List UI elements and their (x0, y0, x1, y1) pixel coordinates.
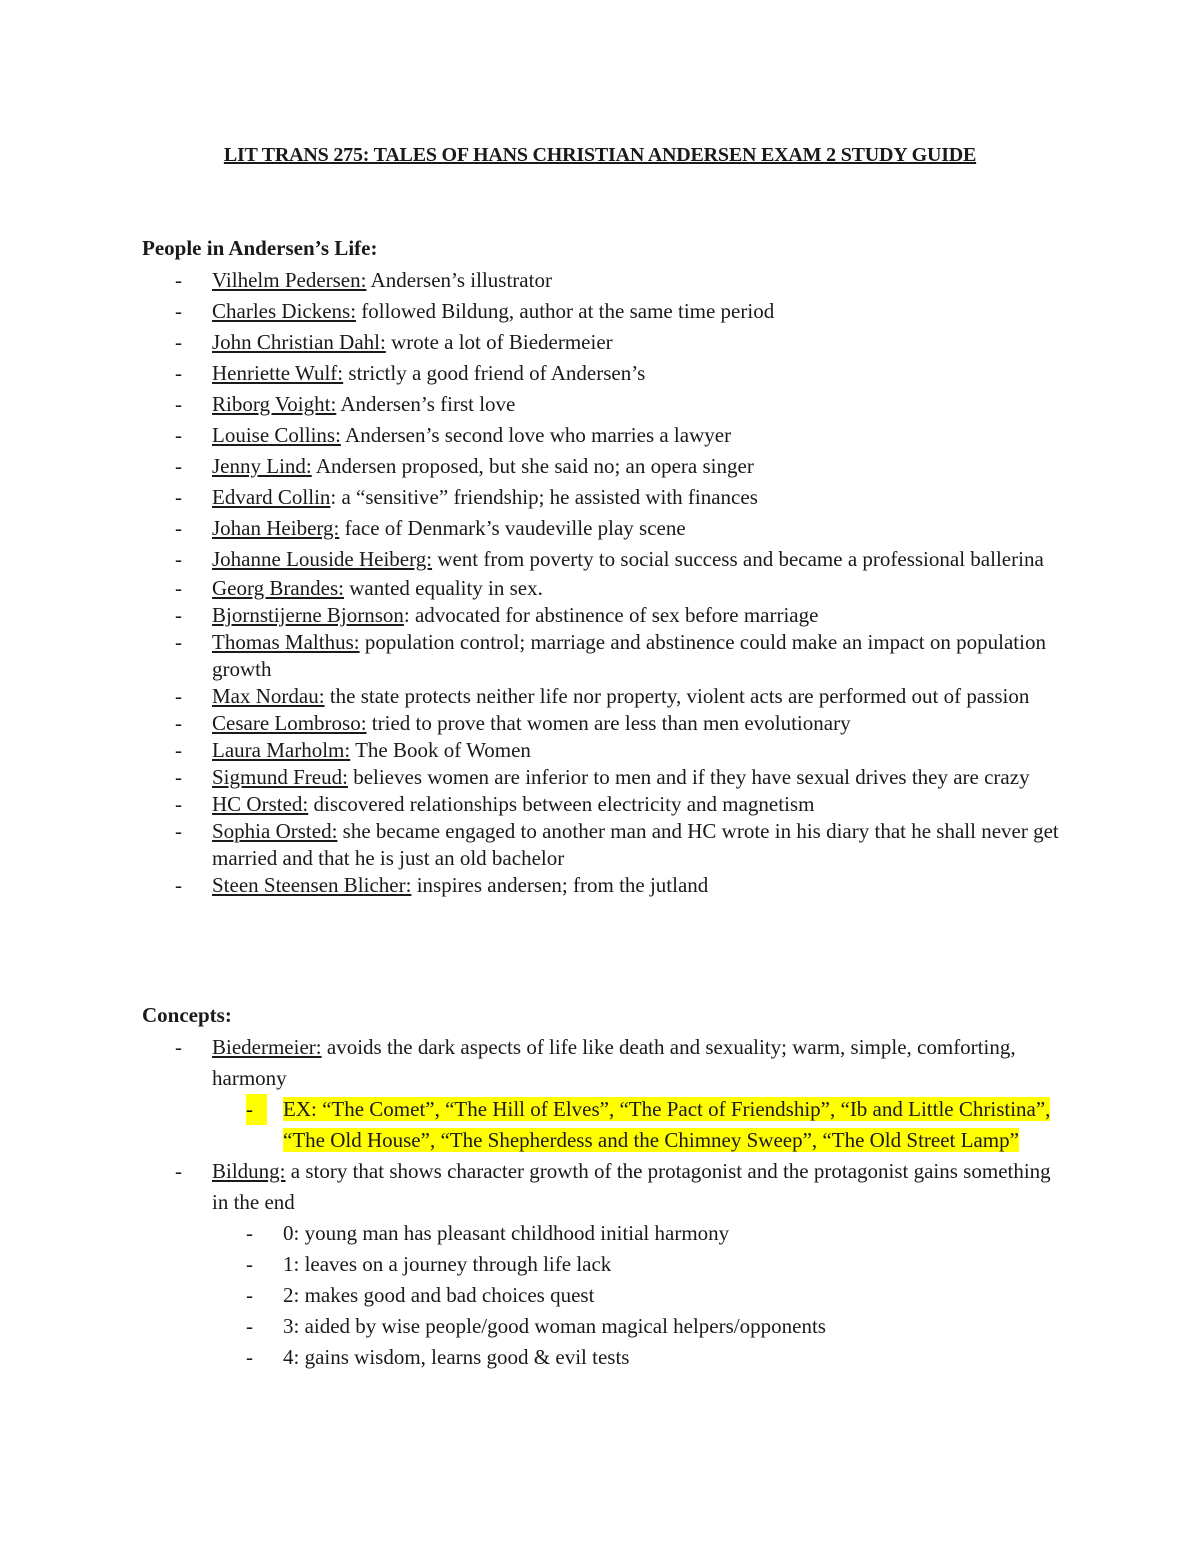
person-name: Sigmund Freud: (212, 765, 348, 789)
bullet-dash: - (175, 423, 182, 447)
list-item (0, 389, 1062, 420)
concept-description: a story that shows character growth of the protagonist and the protagonist gains something in the end (212, 1159, 1051, 1214)
concept-biedermeier (0, 1032, 1062, 1094)
person-description: tried to prove that women are less than men evolutionary (366, 711, 851, 735)
person-name: Thomas Malthus: (212, 630, 360, 654)
bullet-dash: - (175, 361, 182, 385)
person-description: followed Bildung, author at the same time period (356, 299, 775, 323)
person-description: wanted equality in sex. (344, 576, 543, 600)
bullet-dash: - (246, 1283, 253, 1307)
concept-term: Bildung: (212, 1159, 286, 1183)
person-description: : advocated for abstinence of sex before marriage (403, 603, 819, 627)
concept-description: avoids the dark aspects of life like death and sexuality; warm, simple, comforting, harmony (212, 1035, 1016, 1090)
bullet-dash: - (175, 547, 182, 571)
person-name: Jenny Lind: (212, 454, 312, 478)
bullet-dash: - (175, 630, 182, 654)
person-name: Edvard Collin (212, 485, 331, 509)
concept-bildung (0, 1156, 1062, 1218)
bullet-dash: - (175, 392, 182, 416)
step-text: 2: makes good and bad choices quest (283, 1283, 595, 1307)
bildung-step (0, 1280, 1053, 1311)
person-name: Max Nordau: (212, 684, 325, 708)
bullet-dash: - (175, 792, 182, 816)
list-item (0, 265, 1062, 296)
person-name: Laura Marholm: (212, 738, 351, 762)
person-name: Louise Collins: (212, 423, 341, 447)
list-item (0, 575, 1062, 602)
bullet-dash: - (246, 1314, 253, 1338)
list-item (0, 358, 1062, 389)
step-text: 3: aided by wise people/good woman magical helpers/opponents (283, 1314, 826, 1338)
person-description: went from poverty to social success and became a professional ballerina (432, 547, 1044, 571)
person-description: : a “sensitive” friendship; he assisted with finances (330, 485, 758, 509)
bullet-dash: - (175, 765, 182, 789)
people-heading: People in Andersen’s Life: (142, 236, 378, 260)
list-item (0, 327, 1062, 358)
person-description: inspires andersen; from the jutland (411, 873, 709, 897)
bullet-dash: - (246, 1252, 253, 1276)
person-description: The Book of Women (350, 738, 531, 762)
person-name: Riborg Voight: (212, 392, 337, 416)
list-item (0, 629, 1062, 683)
step-text: 1: leaves on a journey through life lack (283, 1252, 612, 1276)
list-item (0, 544, 1062, 575)
person-name: Johan Heiberg: (212, 516, 340, 540)
step-text: 0: young man has pleasant childhood initial harmony (283, 1221, 730, 1245)
bildung-step (0, 1311, 1053, 1342)
person-description: believes women are inferior to men and if they have sexual drives they are crazy (347, 765, 1030, 789)
list-item (0, 872, 1062, 899)
bullet-dash: - (175, 485, 182, 509)
list-item (0, 710, 1062, 737)
bullet-dash: - (175, 299, 182, 323)
list-item (0, 791, 1062, 818)
document-title: LIT TRANS 275: TALES OF HANS CHRISTIAN ANDERSEN EXAM 2 STUDY GUIDE (223, 144, 977, 166)
bullet-dash: - (175, 454, 182, 478)
person-description: strictly a good friend of Andersen’s (343, 361, 646, 385)
bullet-dash: - (246, 1094, 267, 1125)
bullet-dash: - (175, 1035, 182, 1059)
concept-term: Biedermeier: (212, 1035, 322, 1059)
person-description: Andersen’s illustrator (366, 268, 552, 292)
person-name: Steen Steensen Blicher: (212, 873, 412, 897)
person-description: population control; marriage and abstinence could make an impact on population growth (212, 630, 1046, 681)
step-text: 4: gains wisdom, learns good & evil tests (283, 1345, 630, 1369)
bildung-step (0, 1342, 1053, 1373)
bullet-dash: - (175, 576, 182, 600)
bullet-dash: - (175, 738, 182, 762)
list-item (0, 683, 1062, 710)
person-description: face of Denmark’s vaudeville play scene (339, 516, 686, 540)
person-description: Andersen’s second love who marries a lawyer (340, 423, 732, 447)
person-description: wrote a lot of Biedermeier (385, 330, 613, 354)
person-name: John Christian Dahl: (212, 330, 386, 354)
concepts-list (0, 1032, 1062, 1373)
bullet-dash: - (246, 1345, 253, 1369)
person-description: Andersen proposed, but she said no; an opera singer (311, 454, 754, 478)
person-description: Andersen’s first love (336, 392, 516, 416)
list-item (0, 602, 1062, 629)
list-item (0, 818, 1062, 872)
person-name: HC Orsted: (212, 792, 309, 816)
person-description: the state protects neither life nor property, violent acts are performed out of passion (324, 684, 1030, 708)
list-item (0, 764, 1062, 791)
person-description: she became engaged to another man and HC wrote in his diary that he shall never get married and that he is just an old bachelor (212, 819, 1059, 870)
people-list (0, 265, 1062, 899)
list-item (0, 451, 1062, 482)
person-name: Sophia Orsted: (212, 819, 338, 843)
bullet-dash: - (175, 330, 182, 354)
list-item (0, 737, 1062, 764)
person-description: discovered relationships between electricity and magnetism (308, 792, 815, 816)
concept-example (0, 1094, 1053, 1156)
person-name: Henriette Wulf: (212, 361, 344, 385)
bullet-dash: - (175, 873, 182, 897)
bullet-dash: - (246, 1221, 253, 1245)
list-item (0, 513, 1062, 544)
person-name: Johanne Louside Heiberg: (212, 547, 433, 571)
person-name: Bjornstijerne Bjornson (212, 603, 404, 627)
highlighted-example: EX: “The Comet”, “The Hill of Elves”, “The Pact of Friendship”, “Ib and Little Christina”, “The Old House”, “The Shepherdess and the Chimney Sweep”, “The Old Street Lamp” (283, 1097, 1051, 1152)
person-name: Charles Dickens: (212, 299, 357, 323)
concepts-heading: Concepts: (142, 1003, 232, 1027)
person-name: Vilhelm Pedersen: (212, 268, 367, 292)
bildung-step (0, 1218, 1053, 1249)
bullet-dash: - (175, 684, 182, 708)
bildung-step (0, 1249, 1053, 1280)
bullet-dash: - (175, 516, 182, 540)
list-item (0, 296, 1062, 327)
bullet-dash: - (175, 711, 182, 735)
bullet-dash: - (175, 1159, 182, 1183)
list-item (0, 420, 1062, 451)
person-name: Cesare Lombroso: (212, 711, 367, 735)
bullet-dash: - (175, 819, 182, 843)
bullet-dash: - (175, 603, 182, 627)
list-item (0, 482, 1062, 513)
bullet-dash: - (175, 268, 182, 292)
person-name: Georg Brandes: (212, 576, 344, 600)
